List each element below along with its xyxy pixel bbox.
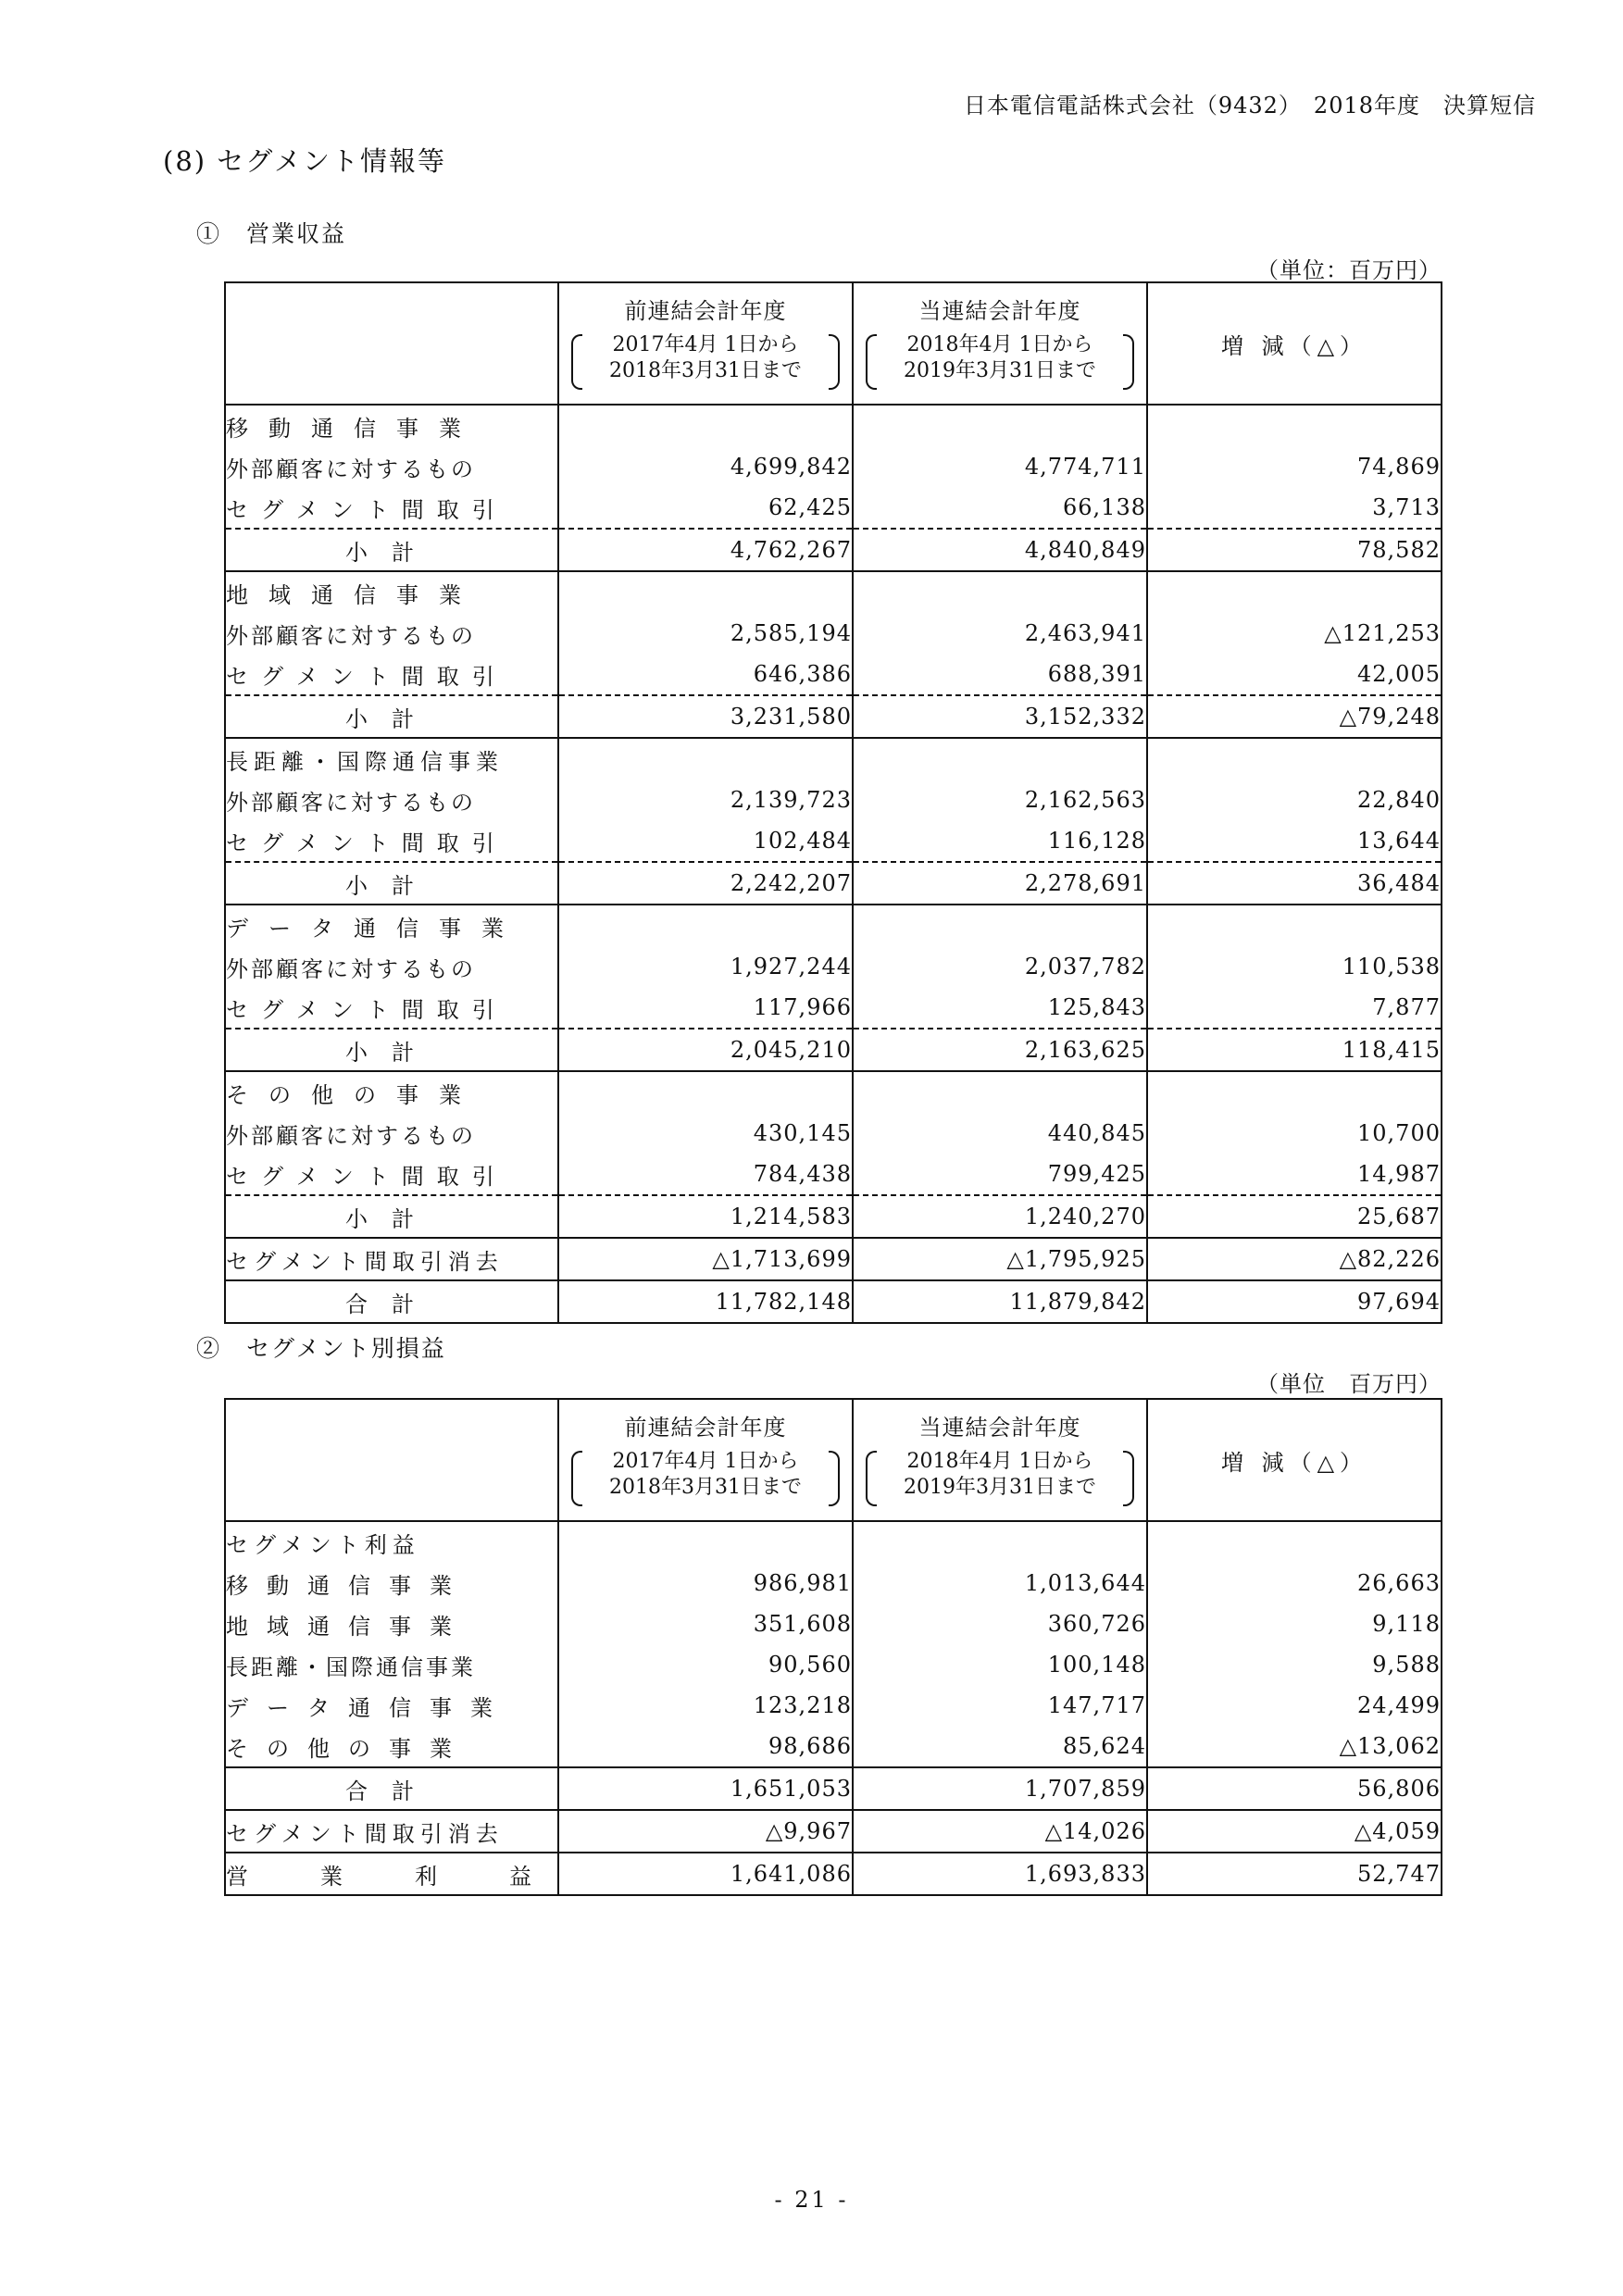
empty-cell: [853, 405, 1147, 446]
curr-period-range: 2018年4月 1日から 2019年3月31日まで: [866, 1449, 1134, 1501]
value-cell: 97,694: [1147, 1280, 1442, 1323]
operating-income-char: 益: [509, 1863, 531, 1890]
subtotal-row: [225, 1029, 1442, 1071]
value-cell: △82,226: [1147, 1238, 1442, 1280]
segment-name: 地域通信事業: [225, 571, 558, 613]
curr-period-range: 2018年4月 1日から 2019年3月31日まで: [866, 332, 1134, 384]
value-cell: 440,845: [853, 1113, 1147, 1154]
value-cell: 2,163,625: [853, 1029, 1147, 1071]
value-cell: 100,148: [853, 1644, 1147, 1685]
value-cell: 4,840,849: [853, 529, 1147, 571]
empty-cell: [1147, 1071, 1442, 1113]
value-cell: 78,582: [1147, 529, 1442, 571]
empty-cell: [853, 905, 1147, 946]
operating-income-char: 業: [320, 1863, 343, 1890]
value-cell: 360,726: [853, 1603, 1147, 1644]
profit-table: [224, 1398, 1442, 1896]
value-cell: 1,240,270: [853, 1195, 1147, 1238]
elimination-label: セグメント間取引消去: [225, 1238, 558, 1280]
empty-cell: [558, 1071, 853, 1113]
operating-income-char: 利: [415, 1863, 437, 1890]
elimination-label: セグメント間取引消去: [225, 1810, 558, 1853]
elimination-row: [225, 1238, 1442, 1280]
value-cell: 117,966: [558, 987, 853, 1029]
value-cell: 2,037,782: [853, 946, 1147, 987]
segment-name: その他の事業: [225, 1726, 558, 1767]
curr-year-header: 当連結会計年度 2018年4月 1日から 2019年3月31日まで: [853, 1399, 1147, 1521]
profit-elimination-row: [225, 1810, 1442, 1853]
subtotal-row: [225, 862, 1442, 905]
empty-cell: [853, 1521, 1147, 1563]
value-cell: △1,795,925: [853, 1238, 1147, 1280]
value-cell: 36,484: [1147, 862, 1442, 905]
empty-cell: [853, 738, 1147, 780]
profit-title: ② セグメント別損益: [196, 1335, 446, 1362]
segment-name: 長距離・国際通信事業: [225, 1644, 558, 1685]
curr-year-header: 当連結会計年度 2018年4月 1日から 2019年3月31日まで: [853, 282, 1147, 405]
value-cell: 3,713: [1147, 487, 1442, 529]
value-cell: 123,218: [558, 1685, 853, 1726]
blank-header: [225, 282, 558, 405]
report-header: 日本電信電話株式会社（9432） 2018年度 決算短信: [963, 93, 1536, 119]
value-cell: 1,651,053: [558, 1767, 853, 1810]
value-cell: 1,927,244: [558, 946, 853, 987]
subtotal-label: 小計: [225, 529, 558, 571]
value-cell: 66,138: [853, 487, 1147, 529]
segment-name: 移動通信事業: [225, 405, 558, 446]
value-cell: 1,707,859: [853, 1767, 1147, 1810]
empty-cell: [1147, 405, 1442, 446]
value-cell: △4,059: [1147, 1810, 1442, 1853]
external-label: 外部顧客に対するもの: [225, 613, 558, 654]
value-cell: 2,162,563: [853, 780, 1147, 820]
empty-cell: [1147, 571, 1442, 613]
value-cell: 42,005: [1147, 654, 1442, 695]
segment-name: 地域通信事業: [225, 1603, 558, 1644]
subtotal-row: [225, 529, 1442, 571]
value-cell: 4,762,267: [558, 529, 853, 571]
section-title: (8) セグメント情報等: [163, 145, 447, 177]
value-cell: 4,774,711: [853, 446, 1147, 487]
subtotal-label: 小計: [225, 862, 558, 905]
value-cell: 116,128: [853, 820, 1147, 862]
value-cell: 1,214,583: [558, 1195, 853, 1238]
value-cell: 13,644: [1147, 820, 1442, 862]
revenue-table: [224, 281, 1442, 1324]
value-cell: 351,608: [558, 1603, 853, 1644]
empty-cell: [558, 738, 853, 780]
value-cell: 125,843: [853, 987, 1147, 1029]
empty-cell: [1147, 905, 1442, 946]
segment-profit-row: [225, 1685, 1442, 1726]
empty-cell: [1147, 738, 1442, 780]
segment-name: 移動通信事業: [225, 1563, 558, 1603]
value-cell: △121,253: [1147, 613, 1442, 654]
value-cell: 74,869: [1147, 446, 1442, 487]
value-cell: 10,700: [1147, 1113, 1442, 1154]
subtotal-label: 小計: [225, 1029, 558, 1071]
value-cell: 688,391: [853, 654, 1147, 695]
value-cell: 986,981: [558, 1563, 853, 1603]
value-cell: 1,641,086: [558, 1853, 853, 1895]
change-header: 増 減（△）: [1147, 1399, 1442, 1521]
value-cell: 25,687: [1147, 1195, 1442, 1238]
value-cell: 646,386: [558, 654, 853, 695]
total-label: 合計: [225, 1767, 558, 1810]
value-cell: 430,145: [558, 1113, 853, 1154]
value-cell: △14,026: [853, 1810, 1147, 1853]
value-cell: △79,248: [1147, 695, 1442, 738]
empty-cell: [853, 571, 1147, 613]
subtotal-label: 小計: [225, 695, 558, 738]
external-row: [225, 446, 1442, 487]
external-row: [225, 780, 1442, 820]
revenue-unit: （単位：百万円）: [1256, 257, 1442, 283]
value-cell: 11,782,148: [558, 1280, 853, 1323]
value-cell: 1,693,833: [853, 1853, 1147, 1895]
subtotal-row: [225, 695, 1442, 738]
segment-name: その他の事業: [225, 1071, 558, 1113]
intersegment-label: セグメント間取引: [225, 654, 558, 695]
segment-header-row: [225, 905, 1442, 946]
profit-unit: （単位 百万円）: [1256, 1371, 1442, 1397]
intersegment-row: [225, 987, 1442, 1029]
prev-period-range: 2017年4月 1日から 2018年3月31日まで: [571, 332, 840, 384]
empty-cell: [558, 571, 853, 613]
intersegment-label: セグメント間取引: [225, 1154, 558, 1195]
value-cell: 2,585,194: [558, 613, 853, 654]
profit-header-row: [225, 1399, 1442, 1521]
external-row: [225, 1113, 1442, 1154]
operating-income-chars: [226, 1858, 531, 1890]
subtotal-row: [225, 1195, 1442, 1238]
revenue-title: ① 営業収益: [196, 220, 347, 247]
intersegment-label: セグメント間取引: [225, 820, 558, 862]
value-cell: 98,686: [558, 1726, 853, 1767]
total-row: [225, 1280, 1442, 1323]
value-cell: 799,425: [853, 1154, 1147, 1195]
value-cell: 147,717: [853, 1685, 1147, 1726]
blank-header: [225, 1399, 558, 1521]
value-cell: 2,139,723: [558, 780, 853, 820]
operating-income-char: 営: [226, 1863, 248, 1890]
segment-profit-row: [225, 1563, 1442, 1603]
external-label: 外部顧客に対するもの: [225, 446, 558, 487]
value-cell: 62,425: [558, 487, 853, 529]
value-cell: 90,560: [558, 1644, 853, 1685]
value-cell: 24,499: [1147, 1685, 1442, 1726]
prev-period-range: 2017年4月 1日から 2018年3月31日まで: [571, 1449, 840, 1501]
segment-profit-row: [225, 1603, 1442, 1644]
external-label: 外部顧客に対するもの: [225, 780, 558, 820]
segment-header-row: [225, 571, 1442, 613]
segment-header-row: [225, 1071, 1442, 1113]
total-label: 合計: [225, 1280, 558, 1323]
value-cell: 3,231,580: [558, 695, 853, 738]
empty-cell: [558, 1521, 853, 1563]
value-cell: 102,484: [558, 820, 853, 862]
value-cell: 26,663: [1147, 1563, 1442, 1603]
segment-name: 長距離・国際通信事業: [225, 738, 558, 780]
empty-cell: [1147, 1521, 1442, 1563]
external-label: 外部顧客に対するもの: [225, 946, 558, 987]
value-cell: 1,013,644: [853, 1563, 1147, 1603]
subtotal-label: 小計: [225, 1195, 558, 1238]
value-cell: 3,152,332: [853, 695, 1147, 738]
value-cell: 118,415: [1147, 1029, 1442, 1071]
value-cell: 7,877: [1147, 987, 1442, 1029]
value-cell: △9,967: [558, 1810, 853, 1853]
segment-profit-row: [225, 1726, 1442, 1767]
value-cell: △13,062: [1147, 1726, 1442, 1767]
segment-name: データ通信事業: [225, 1685, 558, 1726]
prev-year-header: 前連結会計年度 2017年4月 1日から 2018年3月31日まで: [558, 282, 853, 405]
value-cell: 2,242,207: [558, 862, 853, 905]
intersegment-label: セグメント間取引: [225, 987, 558, 1029]
intersegment-label: セグメント間取引: [225, 487, 558, 529]
external-label: 外部顧客に対するもの: [225, 1113, 558, 1154]
segment-name: データ通信事業: [225, 905, 558, 946]
value-cell: 784,438: [558, 1154, 853, 1195]
external-row: [225, 613, 1442, 654]
value-cell: 9,588: [1147, 1644, 1442, 1685]
value-cell: 2,045,210: [558, 1029, 853, 1071]
empty-cell: [558, 405, 853, 446]
value-cell: 4,699,842: [558, 446, 853, 487]
intersegment-row: [225, 487, 1442, 529]
change-header: 増 減（△）: [1147, 282, 1442, 405]
external-row: [225, 946, 1442, 987]
value-cell: 110,538: [1147, 946, 1442, 987]
intersegment-row: [225, 1154, 1442, 1195]
intersegment-row: [225, 820, 1442, 862]
revenue-header-row: [225, 282, 1442, 405]
segment-profit-label: セグメント利益: [225, 1521, 558, 1563]
value-cell: 85,624: [853, 1726, 1147, 1767]
segment-profit-row: [225, 1644, 1442, 1685]
operating-income-label: [225, 1853, 558, 1895]
page-number: - 21 -: [774, 2187, 849, 2213]
value-cell: 11,879,842: [853, 1280, 1147, 1323]
empty-cell: [558, 905, 853, 946]
profit-total-row: [225, 1767, 1442, 1810]
value-cell: 2,278,691: [853, 862, 1147, 905]
value-cell: 9,118: [1147, 1603, 1442, 1644]
operating-income-row: [225, 1853, 1442, 1895]
intersegment-row: [225, 654, 1442, 695]
segment-header-row: [225, 405, 1442, 446]
empty-cell: [853, 1071, 1147, 1113]
value-cell: 52,747: [1147, 1853, 1442, 1895]
value-cell: △1,713,699: [558, 1238, 853, 1280]
value-cell: 22,840: [1147, 780, 1442, 820]
value-cell: 56,806: [1147, 1767, 1442, 1810]
prev-year-header: 前連結会計年度 2017年4月 1日から 2018年3月31日まで: [558, 1399, 853, 1521]
segment-profit-header-row: [225, 1521, 1442, 1563]
value-cell: 14,987: [1147, 1154, 1442, 1195]
segment-header-row: [225, 738, 1442, 780]
value-cell: 2,463,941: [853, 613, 1147, 654]
